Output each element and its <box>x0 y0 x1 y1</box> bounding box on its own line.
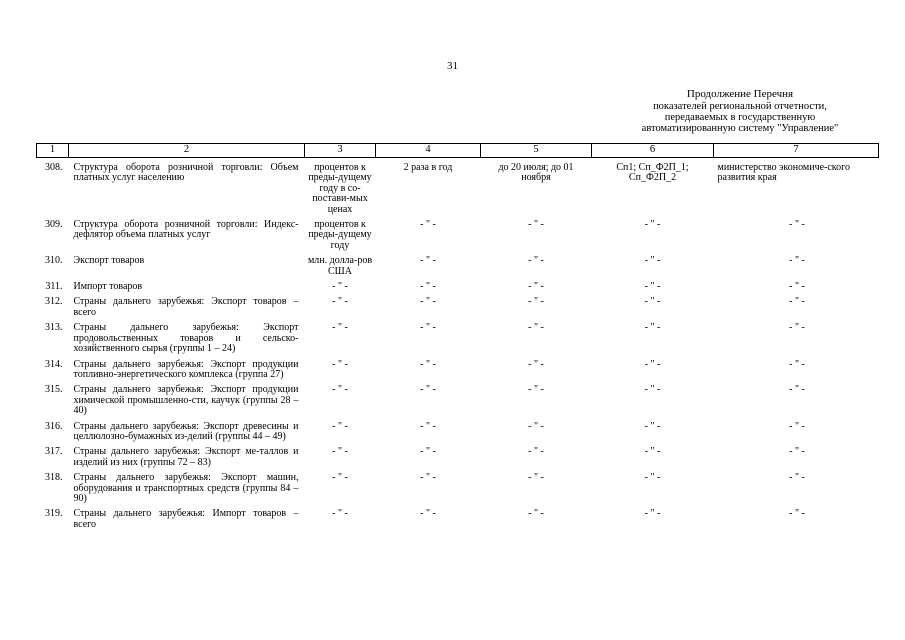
unit-of-measure: - " - <box>332 322 348 334</box>
periodicity: - " - <box>420 255 436 267</box>
row-number: 315. <box>45 384 63 396</box>
indicator-name: Структура оборота розничной торговли: Индекс-дефлятор объема платных услуг <box>73 219 299 241</box>
row-number: 311. <box>45 281 63 293</box>
responsible-org: - " - <box>789 296 805 308</box>
unit-of-measure: - " - <box>332 420 348 432</box>
deadline: - " - <box>528 420 544 432</box>
indicator-name: Страны дальнего зарубежья: Импорт товаров – всего <box>73 508 299 530</box>
periodicity: - " - <box>420 384 436 396</box>
responsible-org: министерство экономиче-ского развития края <box>717 162 851 184</box>
deadline: - " - <box>528 322 544 334</box>
unit-of-measure: - " - <box>332 281 348 293</box>
indicator-name: Страны дальнего зарубежья: Экспорт машин, оборудования и транспортных средств (группы 84 – 90) <box>73 472 299 504</box>
indicator-name: Страны дальнего зарубежья: Экспорт древесины и целлюлозно-бумажных из-делий (группы 44 – 49) <box>73 420 299 442</box>
continuation-line: передаваемых в государственную <box>664 112 816 123</box>
report-forms: - " - <box>644 472 661 484</box>
periodicity: - " - <box>420 296 436 308</box>
row-number: 309. <box>45 219 63 231</box>
report-forms: - " - <box>644 420 661 432</box>
responsible-org: - " - <box>789 281 805 293</box>
periodicity: - " - <box>420 472 436 484</box>
unit-of-measure: процентов к преды-дущему году <box>308 219 372 251</box>
column-header: 4 <box>376 144 481 158</box>
continuation-line: показателей региональной отчетности, <box>653 101 827 112</box>
report-forms: - " - <box>644 384 661 396</box>
indicators-table <box>36 143 879 534</box>
continuation-title: Продолжение Перечня <box>686 88 794 100</box>
deadline: - " - <box>528 281 544 293</box>
table-row <box>37 158 879 220</box>
unit-of-measure: - " - <box>332 472 348 484</box>
report-forms: - " - <box>644 322 661 334</box>
responsible-org: - " - <box>789 358 805 370</box>
responsible-org: - " - <box>789 508 805 520</box>
responsible-org: - " - <box>789 255 805 267</box>
row-number: 316. <box>45 420 63 432</box>
column-header: 5 <box>481 144 592 158</box>
periodicity: - " - <box>420 219 436 231</box>
table-row <box>37 296 879 322</box>
periodicity: - " - <box>420 446 436 458</box>
table-header-row <box>37 144 879 158</box>
periodicity: - " - <box>420 281 436 293</box>
column-header: 2 <box>69 144 305 158</box>
unit-of-measure: - " - <box>332 296 348 308</box>
page-number: 31 <box>447 60 458 72</box>
responsible-org: - " - <box>789 384 805 396</box>
periodicity: - " - <box>420 358 436 370</box>
indicator-name: Структура оборота розничной торговли: Объем платных услуг населению <box>73 162 299 184</box>
unit-of-measure: - " - <box>332 384 348 396</box>
periodicity: - " - <box>420 420 436 432</box>
indicator-name: Страны дальнего зарубежья: Экспорт продукции химической промышленно-сти, каучук (группы 28 – 40) <box>73 384 299 417</box>
deadline: до 20 июля; до 01 ноября <box>498 162 574 184</box>
responsible-org: - " - <box>789 420 805 432</box>
deadline: - " - <box>528 219 544 231</box>
unit-of-measure: - " - <box>332 446 348 458</box>
table-row <box>37 421 879 447</box>
table-row <box>37 255 879 281</box>
table-row <box>37 281 879 296</box>
periodicity: 2 раза в год <box>403 162 453 173</box>
responsible-org: - " - <box>789 322 805 334</box>
row-number: 314. <box>45 358 63 370</box>
unit-of-measure: процентов к преды-дущему году в со-постави-мых ценах <box>308 162 372 215</box>
unit-of-measure: - " - <box>332 358 348 370</box>
column-header: 3 <box>305 144 376 158</box>
indicator-name: Импорт товаров <box>73 281 143 293</box>
deadline: - " - <box>528 358 544 370</box>
indicator-name: Экспорт товаров <box>73 255 145 267</box>
indicator-name: Страны дальнего зарубежья: Экспорт ме-таллов и изделий из них (группы 72 – 83) <box>73 446 299 468</box>
column-header: 7 <box>714 144 879 158</box>
row-number: 310. <box>45 255 63 267</box>
report-forms: - " - <box>644 296 661 308</box>
table-row <box>37 472 879 508</box>
table-row <box>37 446 879 472</box>
row-number: 312. <box>45 296 63 308</box>
deadline: - " - <box>528 255 544 267</box>
unit-of-measure: - " - <box>332 508 348 520</box>
continuation-heading <box>600 89 880 134</box>
report-forms: - " - <box>644 508 661 520</box>
report-forms: Сп1; Сп_Ф2П_1; Сп_Ф2П_2 <box>616 162 689 184</box>
responsible-org: - " - <box>789 472 805 484</box>
deadline: - " - <box>528 508 544 520</box>
report-forms: - " - <box>644 446 661 458</box>
table-row <box>37 219 879 255</box>
table-body <box>37 158 879 535</box>
row-number: 308. <box>45 162 63 173</box>
table-row <box>37 508 879 534</box>
column-header: 1 <box>37 144 69 158</box>
deadline: - " - <box>528 384 544 396</box>
indicator-name: Страны дальнего зарубежья: Экспорт продукции топливно-энергетического комплекса (группа 27) <box>73 358 299 380</box>
row-number: 319. <box>45 508 63 520</box>
deadline: - " - <box>528 296 544 308</box>
unit-of-measure: млн. долла-ров США <box>307 255 373 277</box>
row-number: 313. <box>45 322 63 334</box>
indicator-name: Страны дальнего зарубежья: Экспорт товаров – всего <box>73 296 299 318</box>
continuation-line: автоматизированную систему "Управление" <box>641 123 839 134</box>
column-header: 6 <box>592 144 714 158</box>
deadline: - " - <box>528 472 544 484</box>
responsible-org: - " - <box>789 219 805 231</box>
report-forms: - " - <box>644 255 661 267</box>
periodicity: - " - <box>420 508 436 520</box>
report-forms: - " - <box>644 281 661 293</box>
table-row <box>37 322 879 358</box>
table-row <box>37 384 879 420</box>
deadline: - " - <box>528 446 544 458</box>
report-forms: - " - <box>644 358 661 370</box>
indicator-name: Страны дальнего зарубежья: Экспорт продовольственных товаров и сельско-хозяйственного сырья (группы 1 – 24) <box>73 322 299 355</box>
periodicity: - " - <box>420 322 436 334</box>
row-number: 318. <box>45 472 63 484</box>
report-forms: - " - <box>644 219 661 231</box>
table-row <box>37 359 879 385</box>
responsible-org: - " - <box>789 446 805 458</box>
row-number: 317. <box>45 446 63 458</box>
